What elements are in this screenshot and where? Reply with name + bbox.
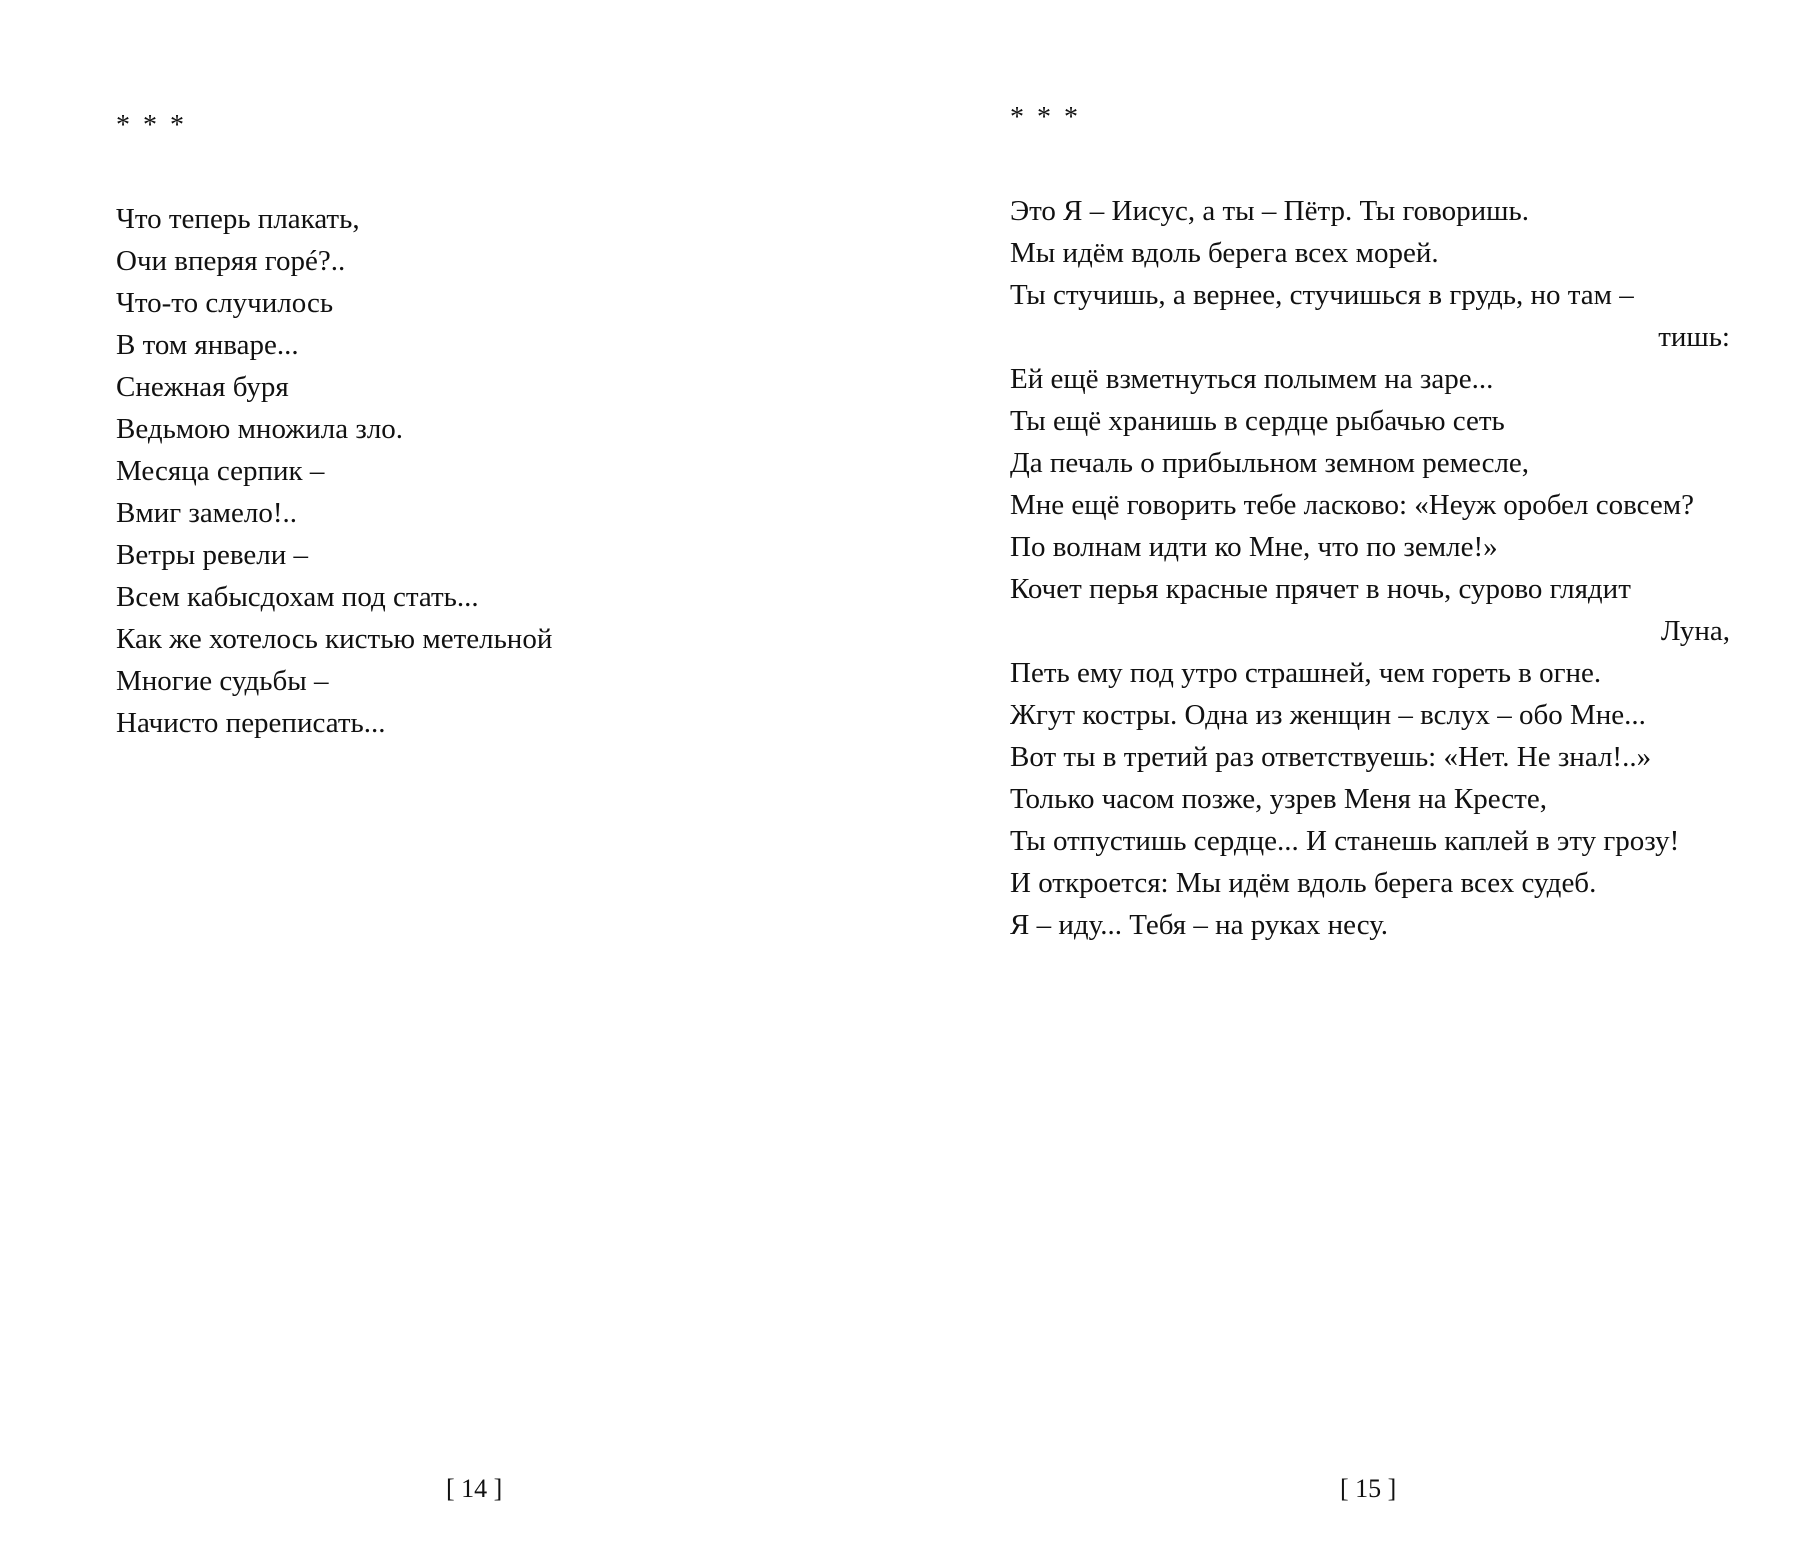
- poem-line: В том январе...: [116, 329, 299, 361]
- poem-line: Ветры ревели –: [116, 539, 308, 571]
- poem-line: Вмиг замело!..: [116, 497, 298, 529]
- poem-line: Снежная буря: [116, 371, 289, 403]
- poem-line-continuation: тишь:: [1658, 321, 1730, 353]
- page-number: [ 14 ]: [446, 1474, 503, 1503]
- poem-text: [116, 198, 856, 744]
- poem-line: Очи вперяя горé?..: [116, 245, 346, 277]
- poem-line: Это Я – Иисус, а ты – Пётр. Ты говоришь.: [1010, 195, 1529, 227]
- poem-line: Ты стучишь, а вернее, стучишься в грудь, но там –: [1010, 279, 1634, 311]
- poem-line-continuation: Луна,: [1660, 615, 1730, 647]
- page-number: [ 15 ]: [1340, 1474, 1397, 1503]
- poem-line: Жгут костры. Одна из женщин – вслух – обо Мне...: [1010, 699, 1646, 731]
- poem-line: Вот ты в третий раз ответствуешь: «Нет. Не знал!..»: [1010, 741, 1652, 773]
- poem-line: Как же хотелось кистью метельной: [116, 623, 553, 655]
- poem-line: Мы идём вдоль берега всех морей.: [1010, 237, 1439, 269]
- poem-line: Начисто переписать...: [116, 707, 386, 739]
- poem-line: Ведьмою множила зло.: [116, 413, 404, 445]
- poem-line: Что-то случилось: [116, 287, 334, 319]
- poem-line: Ты отпустишь сердце... И станешь каплей в эту грозу!: [1010, 825, 1680, 857]
- poem-line: Месяца серпик –: [116, 455, 325, 487]
- poem-line: Я – иду... Тебя – на руках несу.: [1010, 909, 1389, 941]
- poem-text: [1010, 190, 1730, 946]
- poem-line: Петь ему под утро страшней, чем гореть в огне.: [1010, 657, 1602, 689]
- poem-ornament: * * *: [1010, 102, 1081, 133]
- poem-line: Мне ещё говорить тебе ласково: «Неуж оробел совсем?: [1010, 489, 1694, 521]
- poem-line: Что теперь плакать,: [116, 203, 360, 235]
- poem-ornament: * * *: [116, 110, 187, 141]
- poem-line: Ты ещё хранишь в сердце рыбачью сеть: [1010, 405, 1505, 437]
- poem-line: Многие судьбы –: [116, 665, 329, 697]
- poem-line: Всем кабысдохам под стать...: [116, 581, 479, 613]
- poem-line: Только часом позже, узрев Меня на Кресте,: [1010, 783, 1547, 815]
- poem-line: И откроется: Мы идём вдоль берега всех судеб.: [1010, 867, 1597, 899]
- right-page: [910, 0, 1820, 1566]
- poem-line: Ей ещё взметнуться полымем на заре...: [1010, 363, 1494, 395]
- poem-line: Кочет перья красные прячет в ночь, сурово глядит: [1010, 573, 1631, 605]
- poem-line: Да печаль о прибыльном земном ремесле,: [1010, 447, 1530, 479]
- poem-line: По волнам идти ко Мне, что по земле!»: [1010, 531, 1498, 563]
